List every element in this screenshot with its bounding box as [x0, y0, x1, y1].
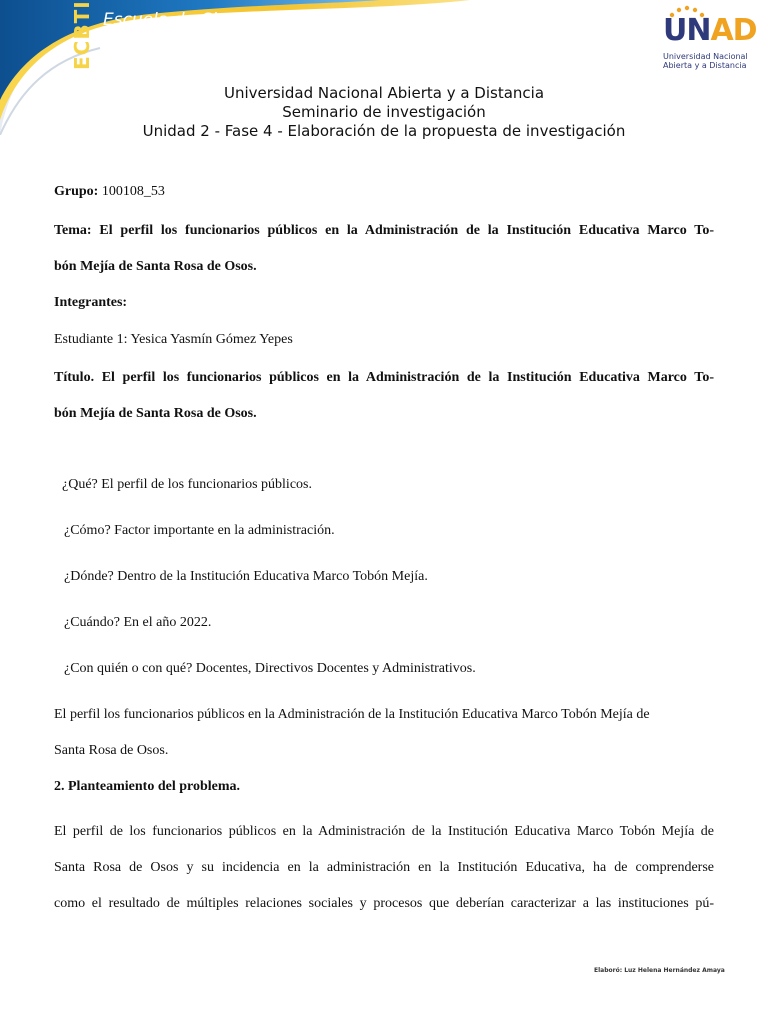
grupo-label: Grupo: [54, 184, 99, 199]
school-line: Básicas, Tecnología e [103, 29, 285, 50]
logo-ad: AD [710, 13, 757, 48]
logo-wordmark [663, 14, 757, 48]
school-line: Ingeniería [103, 49, 189, 69]
paragraph-line: Santa Rosa de Osos y su incidencia en la administración en la Institución Educativa, ha de comprenderse [54, 860, 714, 875]
question-item: ¿Qué? El perfil de los funcionarios públicos. [62, 477, 312, 492]
paragraph-line: como el resultado de múltiples relaciones sociales y procesos que deberían caracterizar a las instituciones pú- [54, 896, 714, 911]
summary-line: El perfil los funcionarios públicos en la Administración de la Institución Educativa Marco Tobón Mejía de [54, 707, 650, 722]
integrantes-label: Integrantes: [54, 295, 128, 310]
school-name [103, 11, 284, 70]
tema-line: Tema: El perfil los funcionarios públicos en la Administración de la Institución Educativa Marco To- [54, 223, 714, 238]
student-name: Estudiante 1: Yesica Yasmín Gómez Yepes [54, 332, 293, 347]
question-item: ¿Cuándo? En el año 2022. [64, 615, 212, 630]
question-item: ¿Con quién o con qué? Docentes, Directivos Docentes y Administrativos. [64, 661, 476, 676]
summary-line: Santa Rosa de Osos. [54, 743, 169, 758]
titulo-line: bón Mejía de Santa Rosa de Osos. [54, 406, 257, 421]
grupo-value: 100108_53 [98, 184, 165, 199]
logo-subtitle: Universidad Nacional [663, 52, 748, 61]
grupo-line [54, 183, 165, 200]
section-heading: 2. Planteamiento del problema. [54, 779, 241, 794]
logo-un: UN [663, 13, 711, 48]
school-line: Escuela de Ciencias [103, 10, 272, 30]
logo-subtitle: Abierta y a Distancia [663, 61, 747, 70]
title-seminar: Seminario de investigación [282, 103, 486, 121]
tema-line: bón Mejía de Santa Rosa de Osos. [54, 259, 257, 274]
question-item: ¿Cómo? Factor importante en la administración. [64, 523, 335, 538]
footer-credit: Elaboró: Luz Helena Hernández Amaya [594, 967, 725, 974]
title-unit: Unidad 2 - Fase 4 - Elaboración de la propuesta de investigación [142, 122, 626, 140]
paragraph-line: El perfil de los funcionarios públicos en la Administración de la Institución Educativa Marco Tobón Mejía de [54, 824, 714, 839]
title-university: Universidad Nacional Abierta y a Distancia [223, 84, 545, 102]
titulo-line: Título. El perfil los funcionarios públicos en la Administración de la Institución Educativa Marco To- [54, 370, 714, 385]
ecbti-badge: ECBTI [70, 0, 94, 70]
question-item: ¿Dónde? Dentro de la Institución Educativa Marco Tobón Mejía. [64, 569, 428, 584]
